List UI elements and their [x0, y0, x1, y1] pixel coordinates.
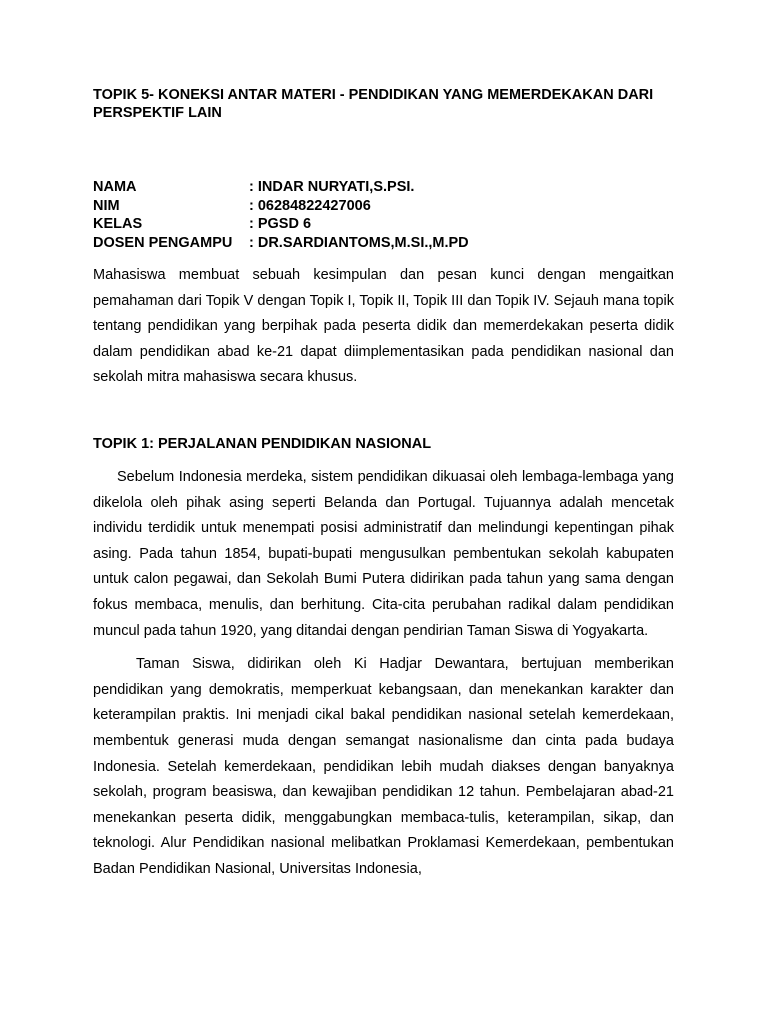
identity-value: : INDAR NURYATI,S.PSI.: [249, 179, 415, 195]
document-title: TOPIK 5- KONEKSI ANTAR MATERI - PENDIDIKAN YANG MEMERDEKAKAN DARI PERSPEKTIF LAIN: [93, 87, 654, 121]
document-page: [93, 86, 674, 882]
identity-label: DOSEN PENGAMPU: [93, 234, 233, 251]
identity-row-nama: [93, 178, 674, 197]
identity-block: [93, 178, 674, 252]
identity-label: KELAS: [93, 216, 143, 232]
body-paragraph: Sebelum Indonesia merdeka, sistem pendidikan dikuasai oleh lembaga-lembaga yang dikelola oleh pihak asing seperti Belanda dan Portugal. Tujuannya adalah mencetak individu terdidik untuk menempati posisi administratif dan melindungi kepentingan pihak asing. Pada tahun 1854, bupati-bupati mengusulkan pembentukan sekolah kabupaten untuk calon pegawai, dan Sekolah Bumi Putera didirikan pada tahun yang sama dengan fokus membaca, menulis, dan berhitung. Cita-cita perubahan radikal dalam pendidikan muncul pada tahun 1920, yang ditandai dengan pendirian Taman Siswa di Yogyakarta.: [93, 468, 674, 639]
identity-value: : PGSD 6: [249, 216, 312, 232]
body-paragraph: Taman Siswa, didirikan oleh Ki Hadjar Dewantara, bertujuan memberikan pendidikan yang demokratis, memperkuat kebangsaan, dan menekankan karakter dan keterampilan praktis. Ini menjadi cikal bakal pendidikan nasional setelah kemerdekaan, membentuk generasi muda dengan semangat nasionalisme dan cinta pada budaya Indonesia. Setelah kemerdekaan, pendidikan lebih mudah diakses dengan banyaknya sekolah, program beasiswa, dan kewajiban pendidikan 12 tahun. Pembelajaran abad-21 menekankan peserta didik, menggabungkan membaca-tulis, keterampilan, sikap, dan teknologi. Alur Pendidikan nasional melibatkan Proklamasi Kemerdekaan, pembentukan Badan Pendidikan Nasional, Universitas Indonesia,: [93, 656, 674, 877]
identity-row-dosen: [93, 234, 674, 253]
intro-paragraph: Mahasiswa membuat sebuah kesimpulan dan pesan kunci dengan mengaitkan pemahaman dari Topik V dengan Topik I, Topik II, Topik III dan Topik IV. Sejauh mana topik tentang pendidikan yang berpihak pada peserta didik dan memerdekakan peserta didik dalam pendidikan abad ke-21 dapat diimplementasikan pada pendidikan nasional dan sekolah mitra mahasiswa secara khusus.: [93, 267, 674, 386]
section-heading: TOPIK 1: PERJALANAN PENDIDIKAN NASIONAL: [93, 435, 432, 452]
identity-row-kelas: [93, 215, 674, 234]
identity-label: NIM: [93, 197, 120, 214]
identity-row-nim: [93, 197, 674, 216]
identity-value: : 06284822427006: [249, 197, 371, 214]
identity-label: NAMA: [93, 179, 137, 195]
identity-value: : DR.SARDIANTOMS,M.SI.,M.PD: [249, 234, 469, 251]
